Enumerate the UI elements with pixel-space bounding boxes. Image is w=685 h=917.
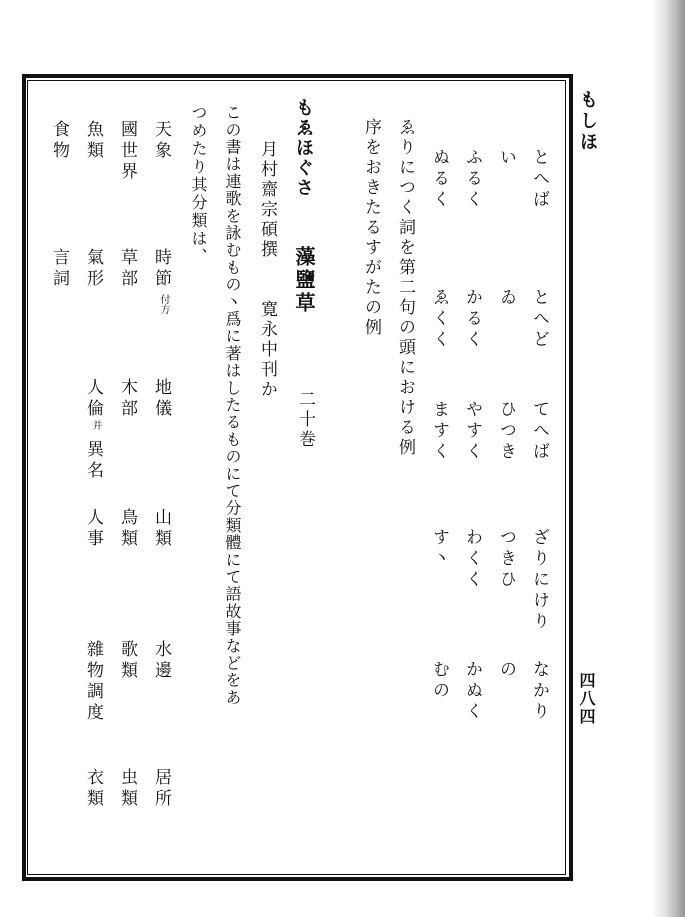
title-kanji: 藻鹽草 [292, 246, 316, 315]
verse-cell: かるく [462, 288, 482, 351]
description-line: つめたり其分類は、 [189, 104, 208, 266]
verse-cell: てへば [529, 400, 549, 463]
category: 地儀 [151, 378, 171, 420]
category: 國世界 [117, 120, 137, 183]
verse-cell: かぬく [462, 660, 482, 723]
verse-cell: ぬるく [429, 148, 449, 211]
verse-cell: やすく [462, 400, 482, 463]
category: 人倫 [83, 378, 103, 420]
category: 木部 [117, 378, 137, 420]
category: 人事 [83, 508, 103, 550]
category-note: 并 [90, 420, 101, 430]
category: 水邊 [151, 640, 171, 682]
verse-cell: の [496, 660, 516, 681]
verse-cell: ざりにけり [529, 528, 549, 633]
category: 雜物調度 [83, 640, 103, 724]
date-line: 寛永中刊か [257, 300, 277, 400]
verse-cell: い [496, 148, 516, 169]
category: 衣類 [83, 768, 103, 810]
verse-cell: むの [429, 660, 449, 702]
category: 魚類 [83, 120, 103, 162]
volume-count: 二十巻 [295, 390, 315, 450]
category: 草部 [117, 248, 137, 290]
category: 鳥類 [117, 508, 137, 550]
category: 言詞 [49, 248, 69, 290]
page-edge-shadow [651, 0, 685, 917]
verse-cell: つきひ [496, 528, 516, 591]
running-head: もしほ [577, 90, 598, 153]
verse-cell: ひつき [496, 400, 516, 463]
verse-cell: ふるく [462, 148, 482, 211]
verse-cell: ゑくく [429, 288, 449, 351]
category: 山類 [151, 508, 171, 550]
category-note: 付方 [158, 294, 169, 314]
category: 食物 [49, 120, 69, 162]
verse-cell: ゐ [496, 288, 516, 309]
category: 虫類 [117, 768, 137, 810]
category: 時節 [151, 248, 171, 290]
title-kana: もゑほぐさ [293, 98, 314, 198]
verse-cell: わくく [462, 528, 482, 591]
verse-cell: ますく [429, 400, 449, 463]
page-number: 四八四 [577, 672, 596, 726]
description-line: この書は連歌を詠むもの丶爲に著はしたるものにて分類體にて語故事などをあ [223, 104, 242, 706]
category: 居所 [151, 768, 171, 810]
category: 天象 [151, 120, 171, 162]
category: 氣形 [83, 248, 103, 290]
verse-cell: す丶 [429, 528, 449, 570]
verse-cell: なかり [529, 660, 549, 723]
rule-line: ゑりにつく詞を第二句の頭における例 [395, 118, 415, 458]
verse-cell: とへど [529, 288, 549, 351]
verse-cell: とへば [529, 148, 549, 211]
category: 歌類 [117, 640, 137, 682]
category: 異名 [83, 440, 103, 482]
author-line: 月村齋宗碩撰 [257, 140, 277, 260]
jo-line: 序をおきたるすがたの例 [361, 118, 381, 338]
inner-frame [27, 80, 566, 875]
